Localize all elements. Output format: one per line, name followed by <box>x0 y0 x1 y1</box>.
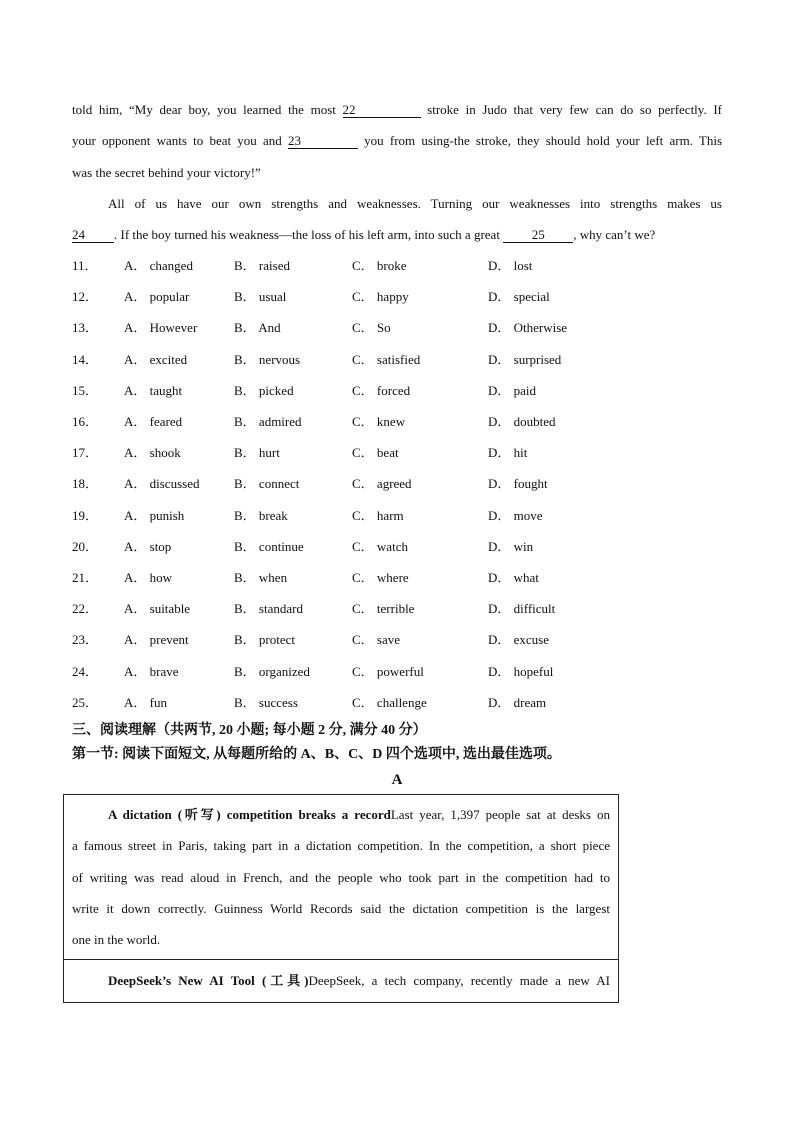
option-c: C． agreed <box>352 476 412 491</box>
option-b: B． protect <box>234 632 296 647</box>
question-number: 16． <box>72 414 99 429</box>
question-number: 21． <box>72 570 99 585</box>
option-d: D． special <box>488 289 550 304</box>
option-a: A． punish <box>124 508 185 523</box>
passage-text: told him, “My dear boy, you learned the most <box>72 102 343 117</box>
option-a: A． suitable <box>124 601 191 616</box>
question-number: 14． <box>72 352 99 367</box>
box1-line-3: of writing was read aloud in French, and the people who took part in the competition had to <box>72 870 610 885</box>
box2-text: DeepSeek, a tech company, recently made a new AI <box>308 973 610 988</box>
passage-text: you from using-the stroke, they should hold your left arm. This <box>357 133 723 148</box>
passage-line-1 <box>72 102 722 118</box>
question-number: 22． <box>72 601 99 616</box>
article-box-2 <box>63 959 619 1003</box>
option-a: A． However <box>124 320 198 335</box>
passage-line-4: All of us have our own strengths and weaknesses. Turning our weaknesses into strengths makes us <box>108 196 722 211</box>
option-c: C． challenge <box>352 695 427 710</box>
option-d: D． hit <box>488 445 528 460</box>
box2-title: DeepSeek’s New AI Tool (工具) <box>108 973 309 988</box>
option-b: B． raised <box>234 258 290 273</box>
option-a: A． discussed <box>124 476 200 491</box>
option-d: D． fought <box>488 476 548 491</box>
question-number: 24． <box>72 664 99 679</box>
blank-24: 24 <box>72 228 114 243</box>
option-a: A． fun <box>124 695 167 710</box>
option-a: A． stop <box>124 539 172 554</box>
passage-text: your opponent wants to beat you and <box>72 133 288 148</box>
option-c: C． save <box>352 632 401 647</box>
option-b: B． admired <box>234 414 302 429</box>
option-b: B． usual <box>234 289 287 304</box>
option-a: A． popular <box>124 289 190 304</box>
option-c: C． beat <box>352 445 399 460</box>
option-a: A． taught <box>124 383 183 398</box>
passage-line-5 <box>72 227 722 243</box>
option-b: B． organized <box>234 664 310 679</box>
question-number: 17． <box>72 445 99 460</box>
option-a: A． prevent <box>124 632 189 647</box>
option-b: B． break <box>234 508 288 523</box>
passage-text: . If the boy turned his weakness—the loss of his left arm, into such a great <box>114 227 504 242</box>
box1-line-2: a famous street in Paris, taking part in a dictation competition. In the competition, a short piece <box>72 838 610 853</box>
option-b: B． continue <box>234 539 304 554</box>
option-b: B． success <box>234 695 298 710</box>
option-a: A． brave <box>124 664 179 679</box>
option-c: C． watch <box>352 539 408 554</box>
question-number: 13． <box>72 320 99 335</box>
option-a: A． excited <box>124 352 188 367</box>
option-d: D． Otherwise <box>488 320 568 335</box>
option-a: A． shook <box>124 445 181 460</box>
question-number: 15． <box>72 383 99 398</box>
box2-line-1 <box>72 973 610 989</box>
option-d: D． difficult <box>488 601 556 616</box>
option-c: C． broke <box>352 258 407 273</box>
option-c: C． satisfied <box>352 352 421 367</box>
option-b: B． picked <box>234 383 294 398</box>
option-b: B． hurt <box>234 445 280 460</box>
option-c: C． powerful <box>352 664 424 679</box>
passage-text: , why can’t we? <box>573 227 656 242</box>
option-c: C． where <box>352 570 409 585</box>
section-subheading: 第一节: 阅读下面短文, 从每题所给的 A、B、C、D 四个选项中, 选出最佳选项。 <box>72 747 561 762</box>
option-a: A． feared <box>124 414 183 429</box>
option-d: D． lost <box>488 258 533 273</box>
option-b: B． standard <box>234 601 303 616</box>
option-d: D． win <box>488 539 534 554</box>
passage-line-3: was the secret behind your victory!” <box>72 165 261 180</box>
question-number: 12． <box>72 289 99 304</box>
question-number: 25． <box>72 695 99 710</box>
option-a: A． changed <box>124 258 193 273</box>
question-number: 19． <box>72 508 99 523</box>
box1-line-1 <box>72 807 610 823</box>
part-title: A <box>391 772 403 788</box>
box1-text: Last year, 1,397 people sat at desks on <box>390 807 610 822</box>
option-d: D． what <box>488 570 539 585</box>
option-a: A． how <box>124 570 173 585</box>
passage-line-2 <box>72 133 722 149</box>
question-number: 11． <box>72 258 98 273</box>
question-number: 20． <box>72 539 99 554</box>
option-b: B． connect <box>234 476 300 491</box>
box1-title: A dictation (听写) competition breaks a record <box>108 807 391 822</box>
option-d: D． doubted <box>488 414 556 429</box>
option-b: B． And <box>234 320 281 335</box>
question-number: 18． <box>72 476 99 491</box>
option-b: B． when <box>234 570 288 585</box>
option-d: D． hopeful <box>488 664 554 679</box>
option-c: C． happy <box>352 289 409 304</box>
section-heading: 三、阅读理解（共两节, 20 小题; 每小题 2 分, 满分 40 分） <box>72 723 427 738</box>
passage-text: stroke in Judo that very few can do so perfectly. If <box>420 102 722 117</box>
box1-line-5: one in the world. <box>72 932 161 947</box>
option-d: D． paid <box>488 383 537 398</box>
box1-line-4: write it down correctly. Guinness World Records said the dictation competition is the largest <box>72 901 610 916</box>
option-c: C． knew <box>352 414 406 429</box>
option-d: D． dream <box>488 695 547 710</box>
option-c: C． forced <box>352 383 411 398</box>
option-d: D． excuse <box>488 632 550 647</box>
option-c: C． So <box>352 320 391 335</box>
blank-23: 23 <box>288 134 358 149</box>
option-c: C． harm <box>352 508 404 523</box>
blank-25: 25 <box>503 228 573 243</box>
blank-22: 22 <box>343 103 421 118</box>
option-d: D． surprised <box>488 352 562 367</box>
article-box-1 <box>63 794 619 960</box>
option-c: C． terrible <box>352 601 415 616</box>
option-b: B． nervous <box>234 352 301 367</box>
option-d: D． move <box>488 508 543 523</box>
question-number: 23． <box>72 632 99 647</box>
